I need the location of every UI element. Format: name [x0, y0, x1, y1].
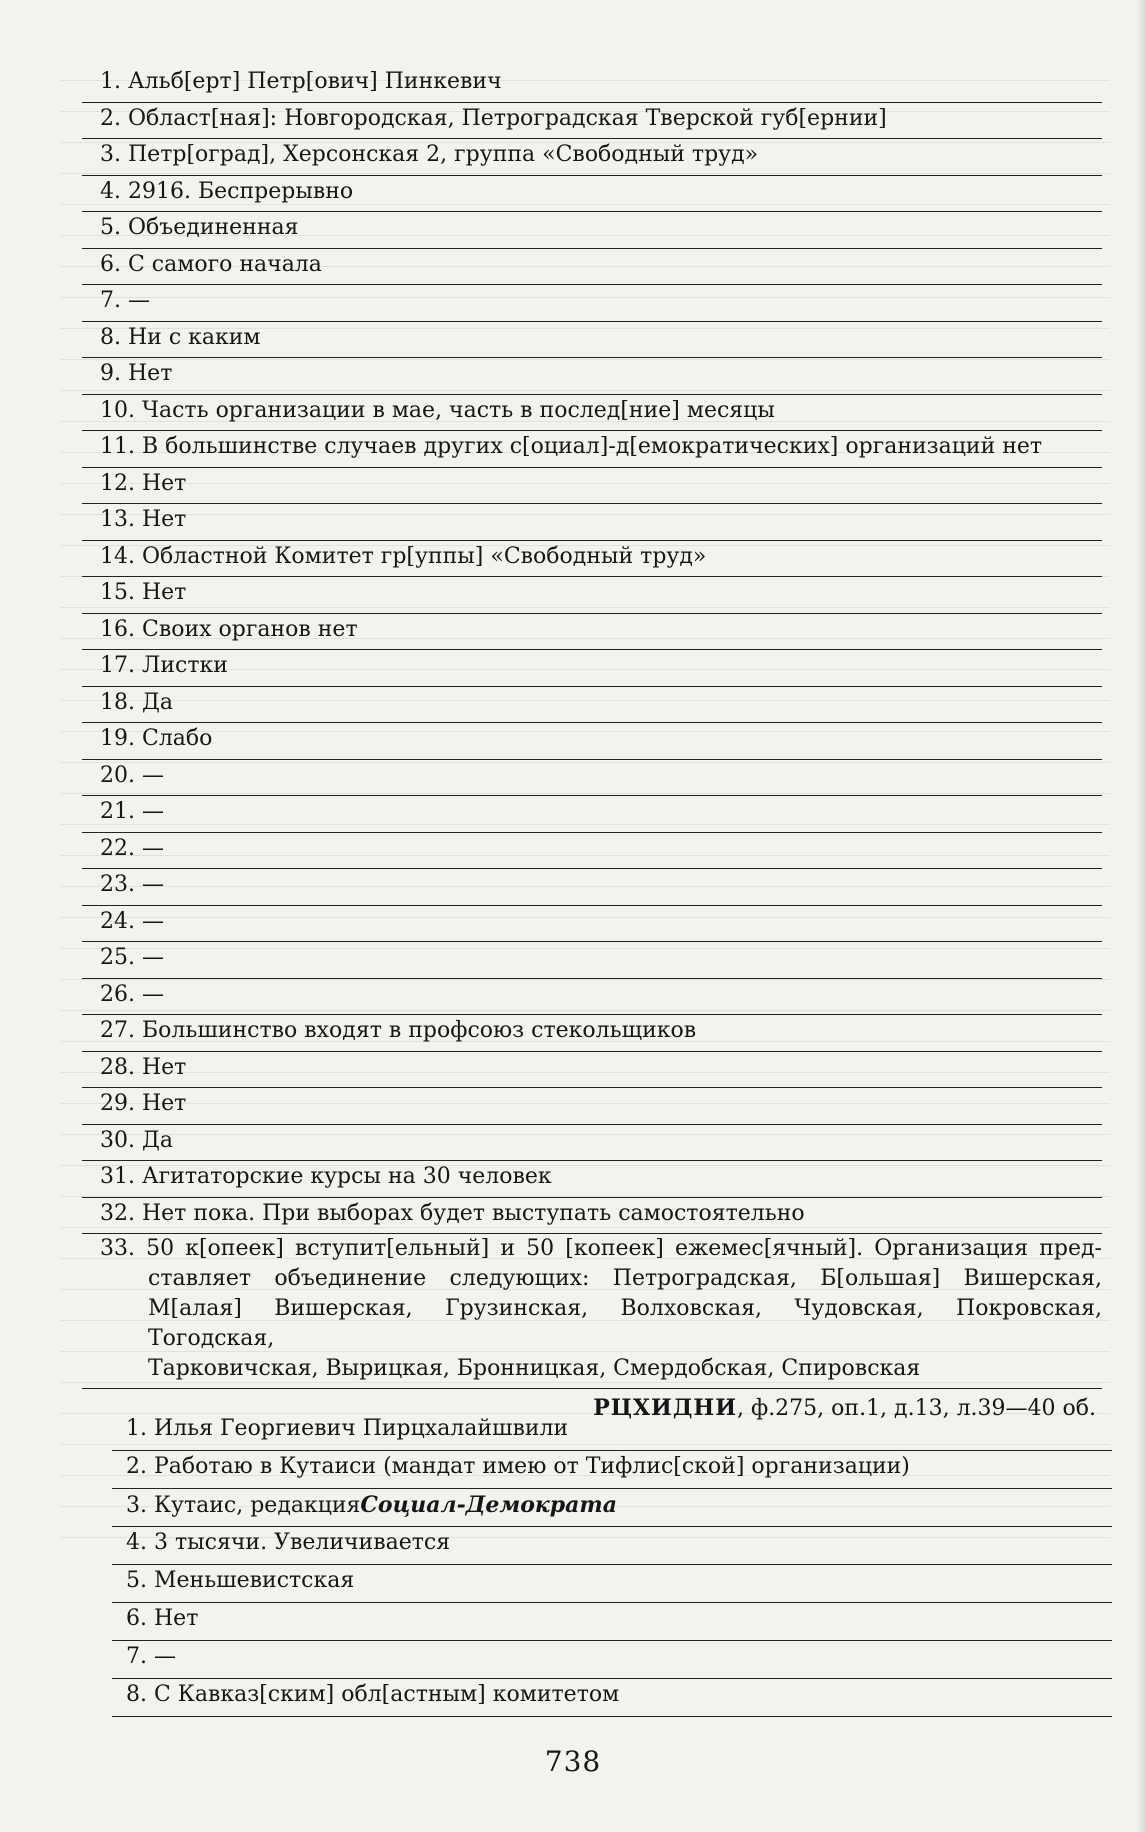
- answer-line: 4. 3 тысячи. Увеличивается: [112, 1527, 1112, 1565]
- answer-line: 5. Объединенная: [82, 212, 1102, 249]
- answer-line: 23. —: [82, 869, 1102, 906]
- page-edge-shadow: [1136, 0, 1146, 1832]
- answer-line: 29. Нет: [82, 1088, 1102, 1125]
- answer-line: 14. Областной Комитет гр[уппы] «Свободный труд»: [82, 541, 1102, 578]
- answer-line: 2. Работаю в Кутаиси (мандат имею от Тифлис[ской] организации): [112, 1451, 1112, 1489]
- answer-line: 22. —: [82, 833, 1102, 870]
- answer-33-line: М[алая] Вишерская, Грузинская, Волховская, Чудовская, Покровская, Тогодская,: [148, 1296, 1102, 1351]
- answer-line: 28. Нет: [82, 1052, 1102, 1089]
- answer-33-line: ставляет объединение следующих: Петроградская, Б[ольшая] Вишерская,: [148, 1266, 1102, 1291]
- answer-line: 27. Большинство входят в профсоюз стекольщиков: [82, 1015, 1102, 1052]
- answer-line: 32. Нет пока. При выборах будет выступать самостоятельно: [82, 1198, 1102, 1235]
- questionnaire-answers-2: [112, 1413, 1112, 1717]
- answer-line: 3. Кутаис, редакцияСоциал-Демократа: [112, 1489, 1112, 1527]
- answer-line: 16. Своих органов нет: [82, 614, 1102, 651]
- answer-line: 21. —: [82, 796, 1102, 833]
- answer-33-paragraph: [82, 1234, 1102, 1389]
- answer-line: 1. Альб[ерт] Петр[ович] Пинкевич: [82, 66, 1102, 103]
- answer-line: 8. Ни с каким: [82, 322, 1102, 359]
- answer-line: 7. —: [82, 285, 1102, 322]
- answer-line: 19. Слабо: [82, 723, 1102, 760]
- answer-line: 30. Да: [82, 1125, 1102, 1162]
- answer-line: 18. Да: [82, 687, 1102, 724]
- answer-line: 5. Меньшевистская: [112, 1565, 1112, 1603]
- answer-line: 20. —: [82, 760, 1102, 797]
- answer-line: 12. Нет: [82, 468, 1102, 505]
- answer-line: 26. —: [82, 979, 1102, 1016]
- archive-name: РЦХИДНИ: [593, 1395, 737, 1421]
- answer-line: 13. Нет: [82, 504, 1102, 541]
- answer-line: 6. С самого начала: [82, 249, 1102, 286]
- answer-line: 24. —: [82, 906, 1102, 943]
- answer-line: 1. Илья Георгиевич Пирцхалайшвили: [112, 1413, 1112, 1451]
- answer-line: 7. —: [112, 1641, 1112, 1679]
- answer-33-line: 33. 50 к[опеек] вступит[ельный] и 50 [копеек] ежемес[ячный]. Организация пред-: [100, 1236, 1102, 1261]
- answer-line: 25. —: [82, 942, 1102, 979]
- newspaper-title: Социал-Демократа: [360, 1492, 617, 1518]
- answer-line: 3. Петр[оград], Херсонская 2, группа «Свободный труд»: [82, 139, 1102, 176]
- answer-33-line: Тарковичская, Вырицкая, Бронницкая, Смердобская, Спировская: [148, 1356, 921, 1381]
- answer-line: 8. С Кавказ[ским] обл[астным] комитетом: [112, 1679, 1112, 1717]
- answer-line: 15. Нет: [82, 577, 1102, 614]
- answer-line: 9. Нет: [82, 358, 1102, 395]
- answer-line: 10. Часть организации в мае, часть в послед[ние] месяцы: [82, 395, 1102, 432]
- answer-line: 11. В большинстве случаев других с[оциал]-д[емократических] организаций нет: [82, 431, 1102, 468]
- answer-line: 4. 2916. Беспрерывно: [82, 176, 1102, 213]
- archive-ref: , ф.275, оп.1, д.13, л.39—40 об.: [736, 1396, 1096, 1421]
- answer-line: 2. Област[ная]: Новгородская, Петроградская Тверской губ[ернии]: [82, 103, 1102, 140]
- page-number: 738: [544, 1745, 602, 1778]
- answer-line: 31. Агитаторские курсы на 30 человек: [82, 1161, 1102, 1198]
- questionnaire-answers-1: [82, 66, 1102, 1424]
- answer-line: 6. Нет: [112, 1603, 1112, 1641]
- answer-line: 17. Листки: [82, 650, 1102, 687]
